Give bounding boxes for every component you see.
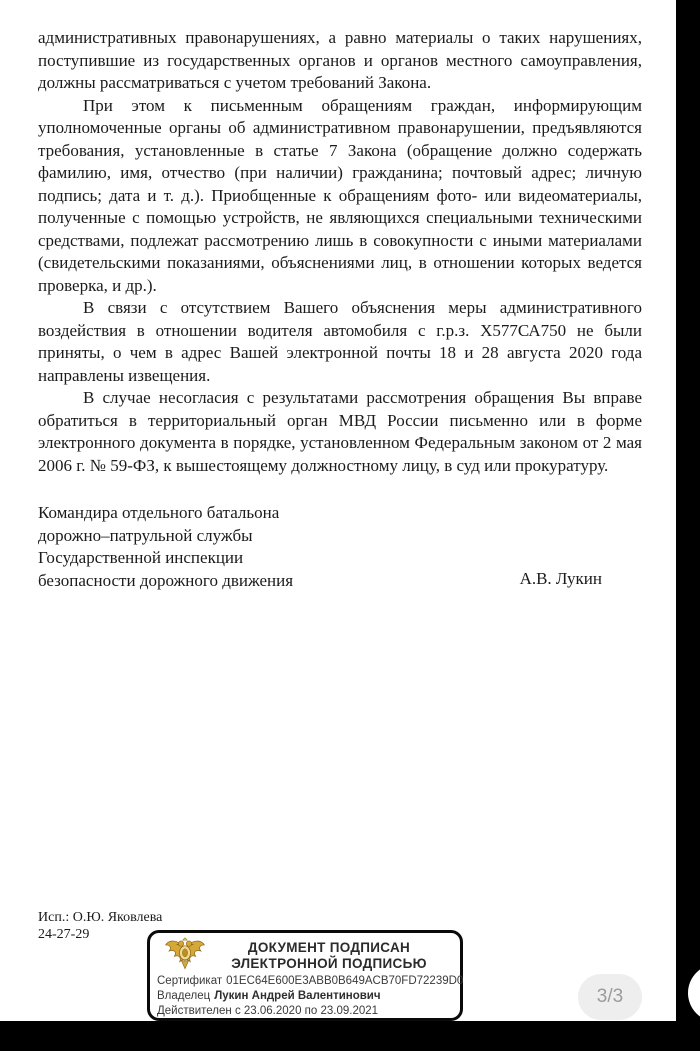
signature-line: Государственной инспекции (38, 548, 244, 567)
signatory-name: А.В. Лукин (519, 568, 602, 588)
signature-line: Командира отдельного батальона (38, 503, 280, 522)
executor-block (38, 910, 162, 943)
paragraph: В связи с отсутствием Вашего объяснения меры административного воздействия в отношении водителя автомобиля с г.р.з. Х577СА750 не были приняты, о чем в адрес Вашей электронной почты 18 и 28 августа 2020 года направлены извещения. (38, 298, 642, 385)
document-body (38, 27, 642, 477)
paragraph: В случае несогласия с результатами рассмотрения обращения Вы вправе обратиться в территориальный орган МВД России письменно или в форме электронного документа в порядке, установленном Федеральным законом от 2 мая 2006 г. № 59-ФЗ, к вышестоящему должностному лицу, в суд или прокуратуру. (38, 388, 642, 475)
stamp-title: ДОКУМЕНТ ПОДПИСАН ЭЛЕКТРОННОЙ ПОДПИСЬЮ (231, 940, 427, 971)
stamp-owner: Владелец Лукин Андрей Валентинович (157, 990, 381, 1003)
paragraph: При этом к письменным обращениям граждан, информирующим уполномоченные органы об административном правонарушении, предъявляются требования, установленные в статье 7 Закона (обращение должно содержать фамилию, имя, отчество (при наличии) гражданина; почтовый адрес; личную подпись; дата и т. д.). Приобщенные к обращениям фото- или видеоматериалы, полученные с помощью устройств, не являющихся специальными техническими средствами, подлежат рассмотрению лишь в совокупности с иными материалами (свидетельскими показаниями, объяснениями лиц, в отношении которых ведется проверка, и др.). (38, 95, 642, 295)
stamp-certificate: Сертификат 01EC64E600E3ABB0B649ACB70FD72239D0 (157, 975, 464, 987)
signature-line: дорожно–патрульной службы (38, 525, 253, 545)
mvd-eagle-icon (163, 937, 207, 974)
digital-signature-stamp (147, 930, 463, 1021)
page-indicator: 3/3 (578, 974, 642, 1020)
stamp-validity: Действителен с 23.06.2020 по 23.09.2021 (157, 1005, 379, 1018)
floating-action-button[interactable] (688, 964, 700, 1022)
paragraph: административных правонарушениях, а равно материалы о таких нарушениях, поступившие из государственных органов и органов местного самоуправления, должны рассматриваться с учетом требований Закона. (38, 28, 642, 92)
executor-phone: 24-27-29 (38, 926, 90, 942)
stamp-header (157, 937, 451, 974)
signature-line: безопасности дорожного движения (38, 570, 294, 590)
signature-block (38, 502, 642, 592)
executor-name: Исп.: О.Ю. Яковлева (38, 910, 163, 925)
